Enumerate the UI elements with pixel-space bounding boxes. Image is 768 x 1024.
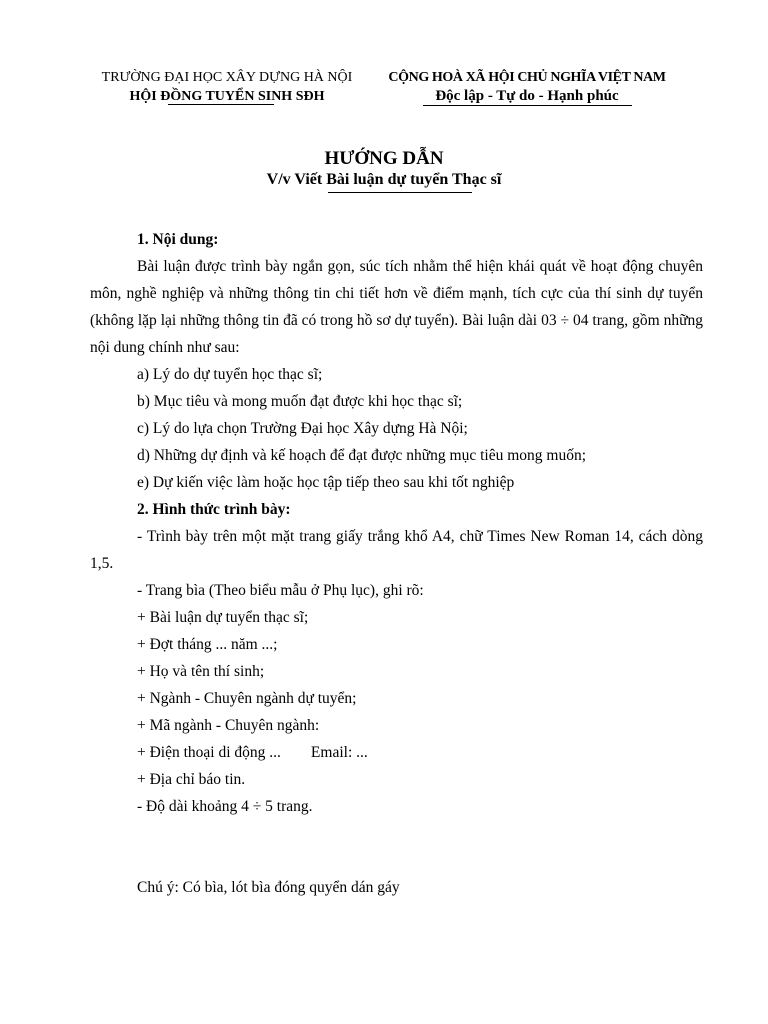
title-underline (328, 192, 472, 193)
issuer-header (92, 68, 362, 106)
document-title-block (0, 148, 768, 190)
cover-item-session: + Đợt tháng ... năm ...; (137, 636, 278, 653)
national-header (374, 68, 680, 106)
content-item-b: b) Mục tiêu và mong muốn đạt được khi học thạc sĩ; (137, 393, 463, 410)
national-motto: Độc lập - Tự do - Hạnh phúc (435, 88, 619, 104)
phone-label: + Điện thoại di động ... (137, 744, 281, 761)
cover-item-contact (90, 739, 703, 766)
section-1-paragraph: Bài luận được trình bày ngắn gọn, súc tích nhằm thể hiện khái quát về hoạt động chuyên môn, nghề nghiệp và những thông tin chi tiết hơn về điểm mạnh, tích cực của thí sinh dự tuyển (không lặp lại những thông tin đã có trong hồ sơ dự tuyển). Bài luận dài 03 ÷ 04 trang, gồm những nội dung chính như sau: (90, 258, 703, 356)
document-body (90, 226, 703, 901)
country-name: CỘNG HOÀ XÃ HỘI CHỦ NGHĨA VIỆT NAM (388, 70, 666, 85)
content-item-a: a) Lý do dự tuyển học thạc sĩ; (137, 366, 323, 383)
university-name: TRƯỜNG ĐẠI HỌC XÂY DỰNG HÀ NỘI (101, 70, 353, 85)
cover-item-essay: + Bài luận dự tuyển thạc sĩ; (137, 609, 309, 626)
email-label: Email: ... (310, 744, 368, 761)
motto-underline (423, 105, 632, 106)
section-2-heading: 2. Hình thức trình bày: (137, 501, 291, 518)
document-title: HƯỚNG DẪN (324, 148, 444, 169)
cover-item-major: + Ngành - Chuyên ngành dự tuyển; (137, 690, 357, 707)
cover-page-intro: - Trang bìa (Theo biểu mẫu ở Phụ lục), ghi rõ: (137, 582, 424, 599)
binding-note: Chú ý: Có bìa, lót bìa đóng quyển dán gáy (137, 879, 400, 896)
cover-item-address: + Địa chỉ báo tin. (137, 771, 246, 788)
section-2-paragraph: - Trình bày trên một mặt trang giấy trắng khổ A4, chữ Times New Roman 14, cách dòng 1,5. (90, 528, 703, 572)
issuer-underline (168, 104, 274, 105)
content-item-d: d) Những dự định và kế hoạch để đạt được những mục tiêu mong muốn; (137, 447, 587, 464)
document-subtitle: V/v Viết Bài luận dự tuyển Thạc sĩ (266, 171, 502, 188)
section-1-heading: 1. Nội dung: (137, 231, 219, 248)
admissions-council-name: HỘI ĐỒNG TUYỂN SINH SĐH (129, 89, 325, 104)
length-item: - Độ dài khoảng 4 ÷ 5 trang. (137, 798, 313, 815)
content-item-e: e) Dự kiến việc làm hoặc học tập tiếp theo sau khi tốt nghiệp (137, 474, 515, 491)
cover-item-major-code: + Mã ngành - Chuyên ngành: (137, 717, 320, 734)
content-item-c: c) Lý do lựa chọn Trường Đại học Xây dựng Hà Nội; (137, 420, 468, 437)
cover-item-name: + Họ và tên thí sinh; (137, 663, 265, 680)
